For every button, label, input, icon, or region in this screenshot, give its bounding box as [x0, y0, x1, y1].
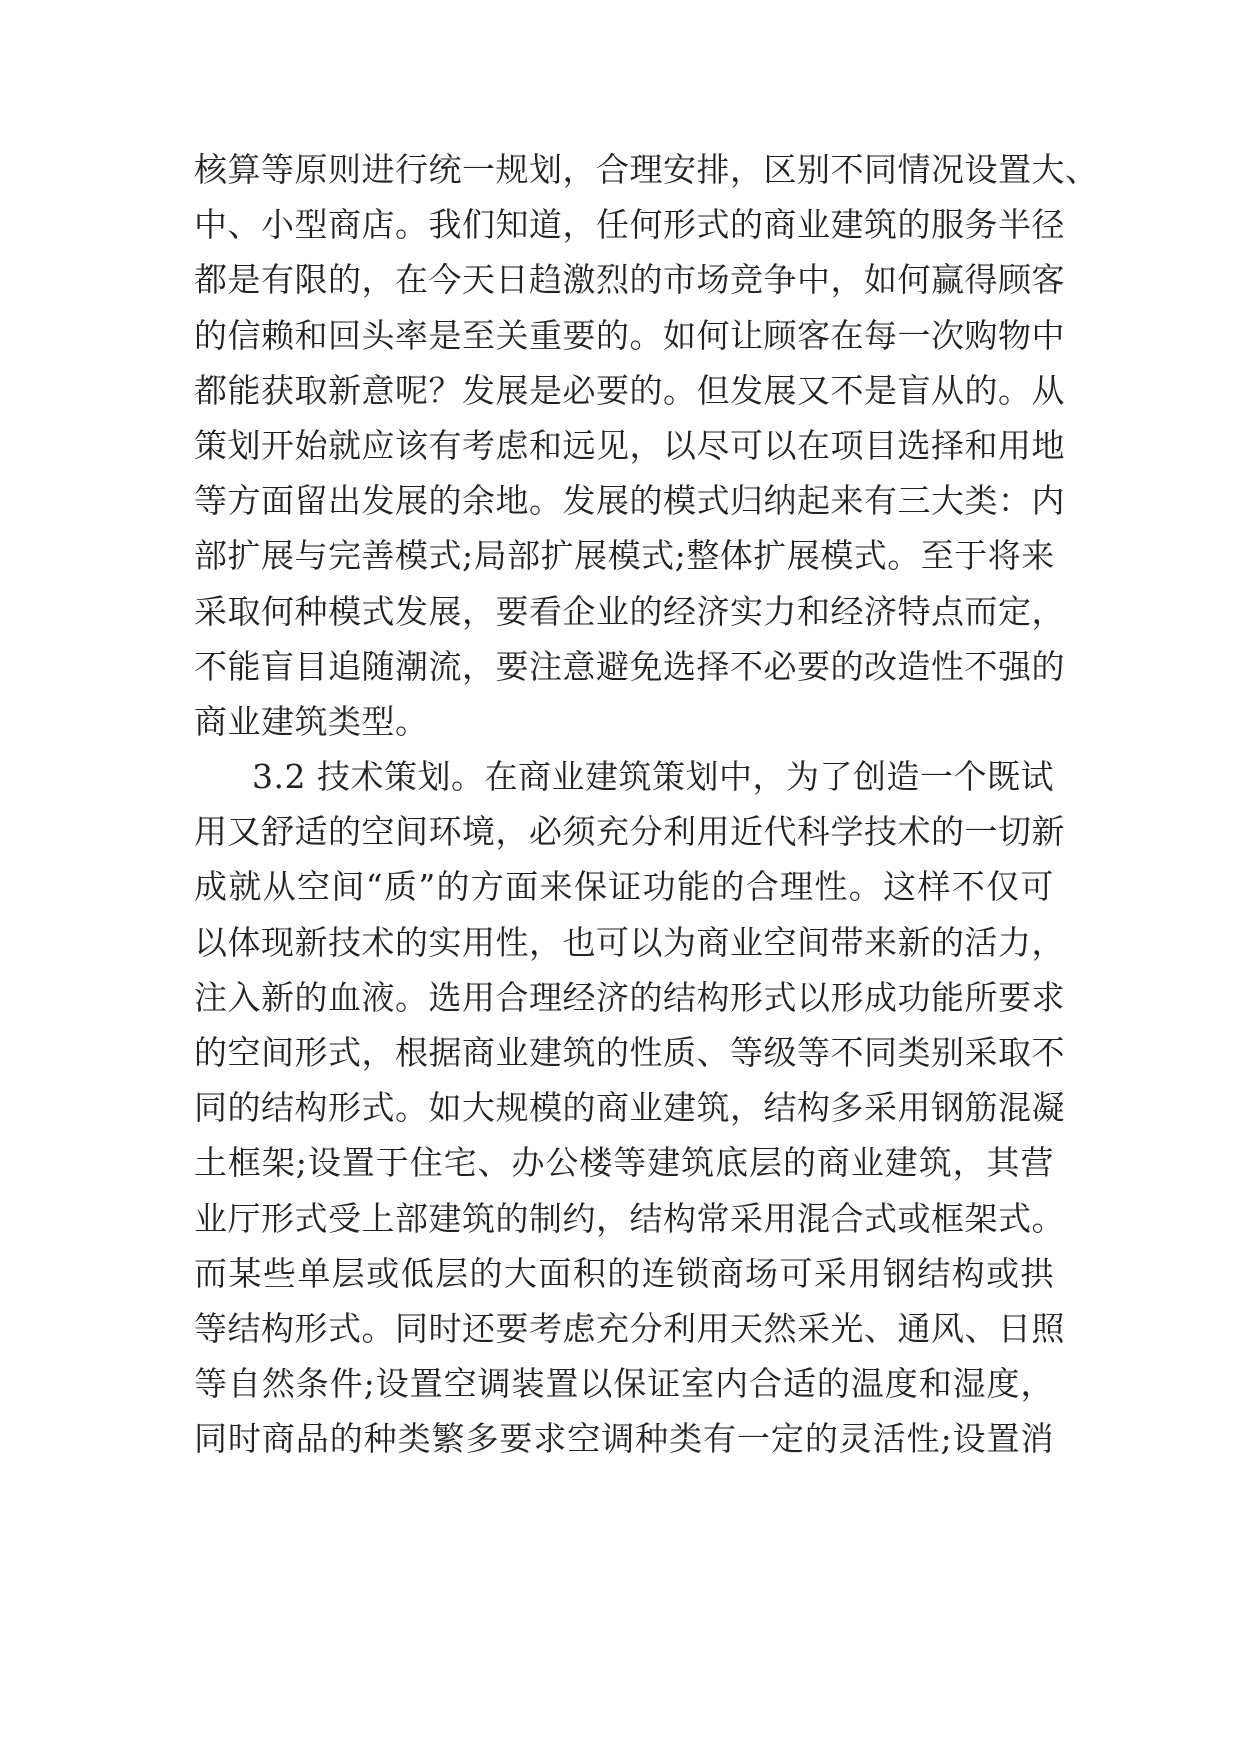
text-line: 等自然条件;设置空调装置以保证室内合适的温度和湿度，	[194, 1364, 1054, 1404]
paragraph-end-line: 商业建筑类型。	[194, 701, 429, 741]
text-line: 等方面留出发展的余地。发展的模式归纳起来有三大类：内	[194, 481, 1065, 521]
text-line: 部扩展与完善模式;局部扩展模式;整体扩展模式。至于将来	[194, 536, 1055, 576]
text-line: 不能盲目追随潮流，要注意避免选择不必要的改造性不强的	[194, 646, 1065, 686]
text-line: 的空间形式，根据商业建筑的性质、等级等不同类别采取不	[194, 1033, 1065, 1072]
text-line: 都能获取新意呢？发展是必要的。但发展又不是盲从的。从	[194, 370, 1065, 410]
text-line: 而某些单层或低层的大面积的连锁商场可采用钢结构或拱	[194, 1253, 1054, 1293]
text-line: 核算等原则进行统一规划，合理安排，区别不同情况设置大、	[194, 150, 1099, 189]
body-text	[194, 142, 1099, 1467]
text-line: 业厅形式受上部建筑的制约，结构常采用混合式或框架式。	[194, 1198, 1065, 1238]
text-line: 以体现新技术的实用性，也可以为商业空间带来新的活力，	[194, 922, 1065, 962]
text-line: 同的结构形式。如大规模的商业建筑，结构多采用钢筋混凝	[194, 1088, 1065, 1128]
text-line: 策划开始就应该有考虑和远见，以尽可以在项目选择和用地	[194, 425, 1065, 465]
text-line: 成就从空间“质”的方面来保证功能的合理性。这样不仅可	[194, 867, 1054, 907]
text-line: 中、小型商店。我们知道，任何形式的商业建筑的服务半径	[194, 205, 1065, 245]
text-line: 注入新的血液。选用合理经济的结构形式以形成功能所要求	[194, 977, 1065, 1017]
text-line: 都是有限的，在今天日趋激烈的市场竞争中，如何赢得顾客	[194, 260, 1065, 300]
text-line: 的信赖和回头率是至关重要的。如何让顾客在每一次购物中	[194, 315, 1065, 355]
text-line: 采取何种模式发展，要看企业的经济实力和经济特点而定，	[194, 591, 1065, 631]
section-heading-line: 3.2 技术策划。在商业建筑策划中，为了创造一个既试	[252, 757, 1054, 797]
text-line: 等结构形式。同时还要考虑充分利用天然采光、通风、日照	[194, 1308, 1065, 1348]
text-line: 同时商品的种类繁多要求空调种类有一定的灵活性;设置消	[194, 1419, 1054, 1459]
text-line: 土框架;设置于住宅、办公楼等建筑底层的商业建筑，其营	[194, 1143, 1054, 1183]
text-line: 用又舒适的空间环境，必须充分利用近代科学技术的一切新	[194, 812, 1065, 852]
